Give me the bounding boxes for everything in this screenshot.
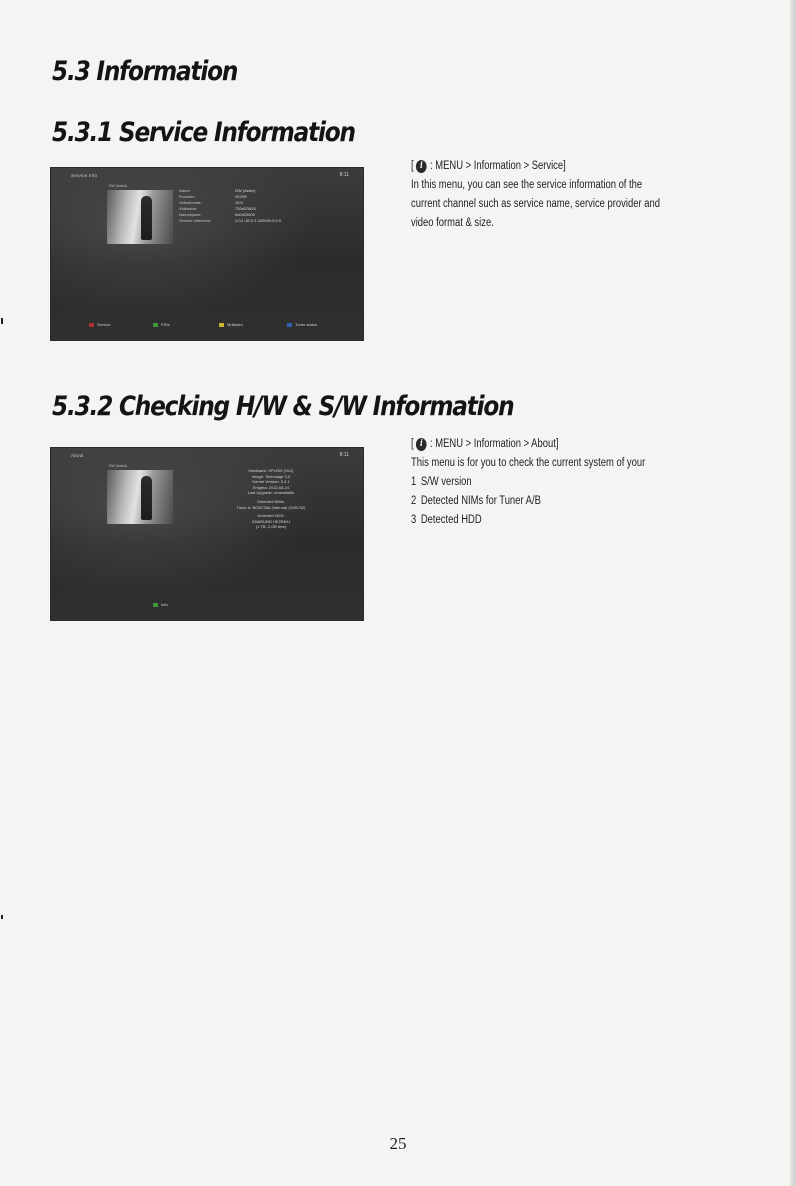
- screen-title: About: [71, 453, 84, 458]
- info-row: Provider: GCRR: [179, 194, 247, 199]
- yellow-button[interactable]: Multiplex: [219, 322, 243, 327]
- service-info-screenshot: [50, 167, 364, 341]
- info-row: Service reference: 1:0:1:1E:2:1:420000:0:0:0: [179, 218, 282, 223]
- preview-figure: [141, 476, 152, 520]
- description-line: This menu is for you to check the current system of your: [411, 457, 646, 469]
- about-line: Last Upgrade: unavailable: [247, 490, 295, 496]
- info-row: Videosize: 720x576i25: [179, 206, 256, 211]
- list-item: 1 S/W version: [411, 476, 472, 488]
- color-button-bar: [51, 602, 363, 610]
- service-info-description: [411, 157, 682, 233]
- page-edge: [790, 0, 796, 1186]
- screen-clock: 8:11: [339, 452, 349, 458]
- blue-button[interactable]: Tuner status: [287, 322, 317, 327]
- info-row: Name: DW (Asien): [179, 188, 256, 193]
- color-button-bar: [51, 322, 363, 330]
- info-circle-icon: i: [416, 160, 427, 173]
- info-row: Videoformat: 16:9: [179, 200, 243, 205]
- video-preview: [107, 190, 173, 244]
- scan-mark: [1, 915, 3, 919]
- green-button[interactable]: Info: [153, 602, 168, 607]
- about-line: SAMSUNG HE253HJ: [251, 518, 291, 524]
- about-line: Enigma: 2012-08-24: [252, 484, 290, 490]
- about-line: Image: Techmage 3.0: [251, 473, 291, 479]
- about-line: Tuner A: BCM7346 (internal) (DVB-S2): [236, 504, 306, 510]
- description-line: video format & size.: [411, 217, 494, 229]
- info-row: Namespace: 0x0420000: [179, 212, 255, 217]
- info-circle-icon: i: [416, 438, 427, 451]
- screen-title: Service Info: [71, 173, 98, 178]
- about-line: Hardware: XP1000 (HL2): [248, 468, 294, 473]
- preview-figure: [141, 196, 152, 240]
- video-preview: [107, 470, 173, 524]
- hw-sw-description: [411, 435, 682, 530]
- about-line: Kernel Version: 3.3.1: [252, 479, 290, 485]
- menu-path: [ i : MENU > Information > Service]: [411, 160, 566, 172]
- description-line: In this menu, you can see the service information of the: [411, 179, 643, 191]
- menu-path: [ i : MENU > Information > About]: [411, 438, 559, 450]
- about-line: (1 TB, 3 GB free): [255, 524, 287, 530]
- section-heading-hw-sw-information: 5.3.2 Checking H/W & S/W Information: [52, 391, 514, 422]
- screen-clock: 8:11: [339, 172, 349, 178]
- about-line: Detected HDD:: [257, 513, 285, 519]
- page-number: 25: [389, 1134, 407, 1153]
- description-line: current channel such as service name, service provider and: [411, 198, 660, 210]
- screen-channel-tag: DW (Asien): [109, 464, 127, 468]
- section-heading-service-information: 5.3.1 Service Information: [52, 117, 355, 148]
- scan-mark: [1, 318, 3, 324]
- list-item: 3 Detected HDD: [411, 514, 482, 526]
- list-item: 2 Detected NIMs for Tuner A/B: [411, 495, 541, 507]
- service-info-rows: [179, 188, 281, 224]
- green-button[interactable]: PIDs: [153, 322, 170, 327]
- red-button[interactable]: Service: [89, 322, 110, 327]
- about-info-lines: [201, 468, 341, 530]
- about-line: Detected NIMs:: [257, 498, 285, 504]
- section-heading-information: 5.3 Information: [52, 56, 238, 87]
- about-screenshot: [50, 447, 364, 621]
- screen-channel-tag: DW (Asien): [109, 184, 127, 188]
